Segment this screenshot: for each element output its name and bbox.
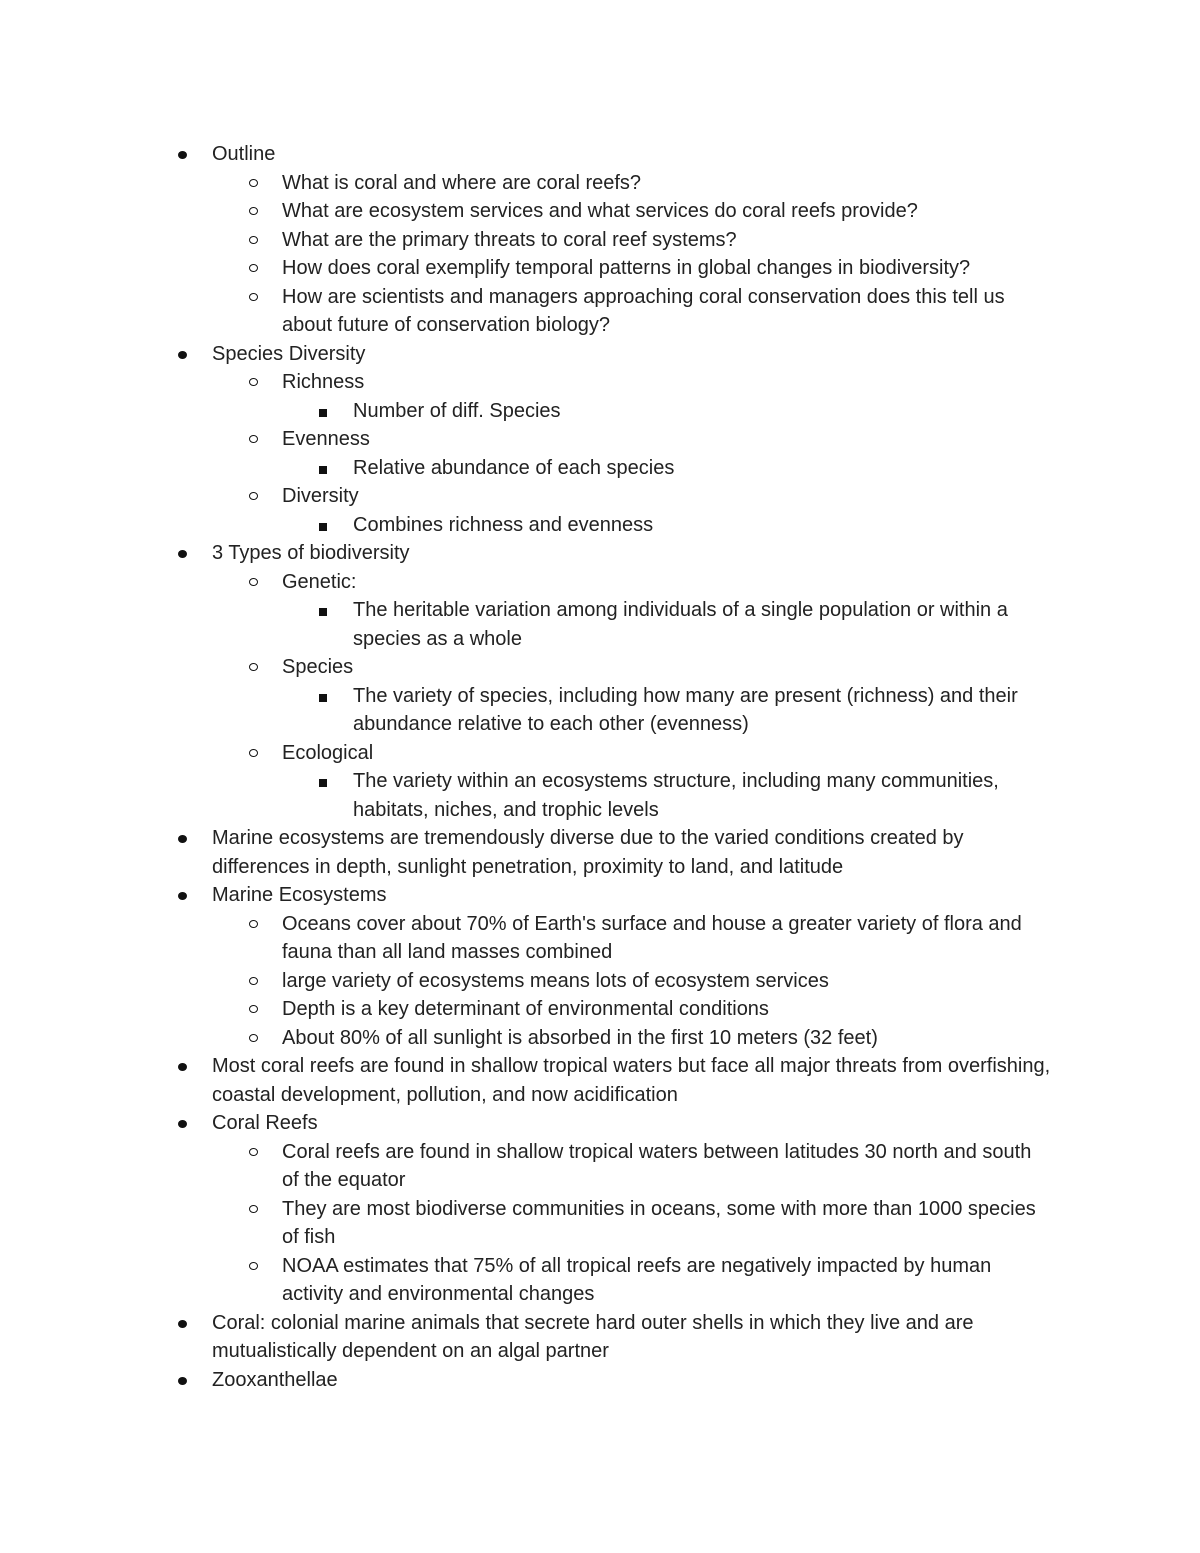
- filled-square-bullet-icon: [319, 409, 327, 417]
- filled-square-bullet-icon: [319, 779, 327, 787]
- outline-item-level-1: [0, 881, 1052, 910]
- outline-item-level-3: [0, 454, 1053, 483]
- outline-item-text: The variety of species, including how many are present (richness) and their abundance relative to each other (evenness): [353, 684, 1018, 735]
- outline-item-level-2: [0, 283, 1052, 340]
- outline-item-level-1: [0, 1052, 1052, 1109]
- outline-item-level-3: [0, 397, 1053, 426]
- outline-item-text: Coral: colonial marine animals that secrete hard outer shells in which they live and are mutualistically dependent on an algal partner: [212, 1311, 974, 1362]
- hollow-circle-bullet-icon: [249, 1205, 258, 1213]
- hollow-circle-bullet-icon: [249, 264, 258, 272]
- outline-item-level-2: [0, 568, 1052, 597]
- outline-item-level-1: [0, 539, 1052, 568]
- outline-item-level-2: [0, 368, 1052, 397]
- outline-item-text: large variety of ecosystems means lots of ecosystem services: [282, 969, 829, 992]
- outline-item-text: Species: [282, 656, 354, 678]
- outline-item-text: Oceans cover about 70% of Earth's surface and house a greater variety of flora and fauna than all land masses combined: [282, 912, 1022, 963]
- filled-circle-bullet-icon: [178, 351, 187, 359]
- hollow-circle-bullet-icon: [249, 207, 258, 215]
- outline-item-level-2: [0, 910, 1052, 967]
- outline-item-level-2: [0, 967, 1052, 996]
- outline-item-text: Most coral reefs are found in shallow tropical waters but face all major threats from overfishing, coastal development, pollution, and now acidification: [212, 1055, 1051, 1106]
- outline-item-level-2: [0, 995, 1052, 1024]
- outline-item-text: What are ecosystem services and what services do coral reefs provide?: [282, 200, 918, 222]
- filled-circle-bullet-icon: [178, 550, 187, 558]
- filled-square-bullet-icon: [319, 608, 327, 616]
- hollow-circle-bullet-icon: [249, 1148, 258, 1156]
- outline-item-level-3: [0, 511, 1053, 540]
- outline-item-level-1: [0, 824, 1052, 881]
- filled-circle-bullet-icon: [178, 1377, 187, 1385]
- hollow-circle-bullet-icon: [249, 1262, 258, 1270]
- outline-item-level-2: [0, 1138, 1052, 1195]
- outline-item-text: Diversity: [282, 485, 359, 507]
- hollow-circle-bullet-icon: [249, 920, 258, 928]
- hollow-circle-bullet-icon: [249, 749, 258, 757]
- outline-item-text: Coral reefs are found in shallow tropical waters between latitudes 30 north and south of the equator: [282, 1140, 1032, 1191]
- outline-item-text: Genetic:: [282, 570, 357, 593]
- outline-item-level-3: [0, 596, 1053, 653]
- hollow-circle-bullet-icon: [249, 293, 258, 301]
- outline-item-text: Depth is a key determinant of environmental conditions: [282, 998, 769, 1020]
- filled-circle-bullet-icon: [178, 892, 187, 900]
- outline-item-level-1: [0, 340, 1052, 369]
- hollow-circle-bullet-icon: [249, 663, 258, 671]
- outline-item-level-2: [0, 1252, 1052, 1309]
- outline-item-text: Coral Reefs: [212, 1112, 318, 1134]
- outline-item-text: How are scientists and managers approaching coral conservation does this tell us about future of conservation biology?: [282, 285, 1005, 336]
- outline-item-text: Relative abundance of each species: [353, 456, 675, 479]
- outline-item-text: About 80% of all sunlight is absorbed in the first 10 meters (32 feet): [282, 1026, 878, 1049]
- outline-item-level-2: [0, 254, 1052, 283]
- outline-item-level-2: [0, 197, 1052, 226]
- filled-square-bullet-icon: [319, 466, 327, 474]
- outline-item-level-2: [0, 425, 1052, 454]
- outline-item-level-3: [0, 767, 1053, 824]
- hollow-circle-bullet-icon: [249, 236, 258, 244]
- hollow-circle-bullet-icon: [249, 435, 258, 443]
- hollow-circle-bullet-icon: [249, 179, 258, 187]
- outline-item-text: Evenness: [282, 428, 370, 450]
- outline-item-level-3: [0, 682, 1053, 739]
- hollow-circle-bullet-icon: [249, 492, 258, 500]
- outline-item-text: The variety within an ecosystems structure, including many communities, habitats, niches, and trophic levels: [353, 770, 999, 821]
- outline-item-text: What is coral and where are coral reefs?: [282, 171, 642, 194]
- filled-square-bullet-icon: [319, 523, 327, 531]
- outline-item-level-2: [0, 226, 1052, 255]
- outline-item-level-2: [0, 482, 1052, 511]
- filled-circle-bullet-icon: [178, 1120, 187, 1128]
- outline-item-level-2: [0, 739, 1052, 768]
- bullet-outline: [0, 140, 1200, 1394]
- outline-item-text: Marine ecosystems are tremendously diverse due to the varied conditions created by differences in depth, sunlight penetration, proximity to land, and latitude: [212, 827, 964, 878]
- outline-item-text: Combines richness and evenness: [353, 513, 654, 536]
- filled-square-bullet-icon: [319, 694, 327, 702]
- outline-item-text: Number of diff. Species: [353, 399, 561, 422]
- hollow-circle-bullet-icon: [249, 1005, 258, 1013]
- outline-item-level-2: [0, 653, 1052, 682]
- outline-item-text: They are most biodiverse communities in oceans, some with more than 1000 species of fish: [282, 1197, 1036, 1248]
- outline-item-level-1: [0, 1309, 1052, 1366]
- outline-item-text: Species Diversity: [212, 342, 366, 365]
- filled-circle-bullet-icon: [178, 151, 187, 159]
- outline-item-text: Ecological: [282, 741, 374, 764]
- hollow-circle-bullet-icon: [249, 578, 258, 586]
- hollow-circle-bullet-icon: [249, 1034, 258, 1042]
- outline-item-text: Richness: [282, 371, 365, 393]
- outline-item-text: The heritable variation among individuals of a single population or within a species as a whole: [353, 599, 1008, 650]
- outline-item-level-1: [0, 1109, 1052, 1138]
- outline-item-level-1: [0, 140, 1052, 169]
- outline-item-text: NOAA estimates that 75% of all tropical reefs are negatively impacted by human activity and environmental changes: [282, 1254, 992, 1305]
- outline-item-text: What are the primary threats to coral reef systems?: [282, 228, 737, 251]
- outline-item-text: Marine Ecosystems: [212, 884, 387, 906]
- hollow-circle-bullet-icon: [249, 378, 258, 386]
- outline-item-level-2: [0, 1024, 1052, 1053]
- outline-item-text: Outline: [212, 143, 276, 165]
- filled-circle-bullet-icon: [178, 1320, 187, 1328]
- filled-circle-bullet-icon: [178, 1063, 187, 1071]
- outline-item-text: 3 Types of biodiversity: [212, 542, 410, 564]
- outline-item-level-2: [0, 1195, 1052, 1252]
- outline-item-text: How does coral exemplify temporal patterns in global changes in biodiversity?: [282, 257, 971, 279]
- outline-item-text: Zooxanthellae: [212, 1368, 338, 1391]
- filled-circle-bullet-icon: [178, 835, 187, 843]
- outline-item-level-1: [0, 1366, 1052, 1395]
- outline-item-level-2: [0, 169, 1052, 198]
- hollow-circle-bullet-icon: [249, 977, 258, 985]
